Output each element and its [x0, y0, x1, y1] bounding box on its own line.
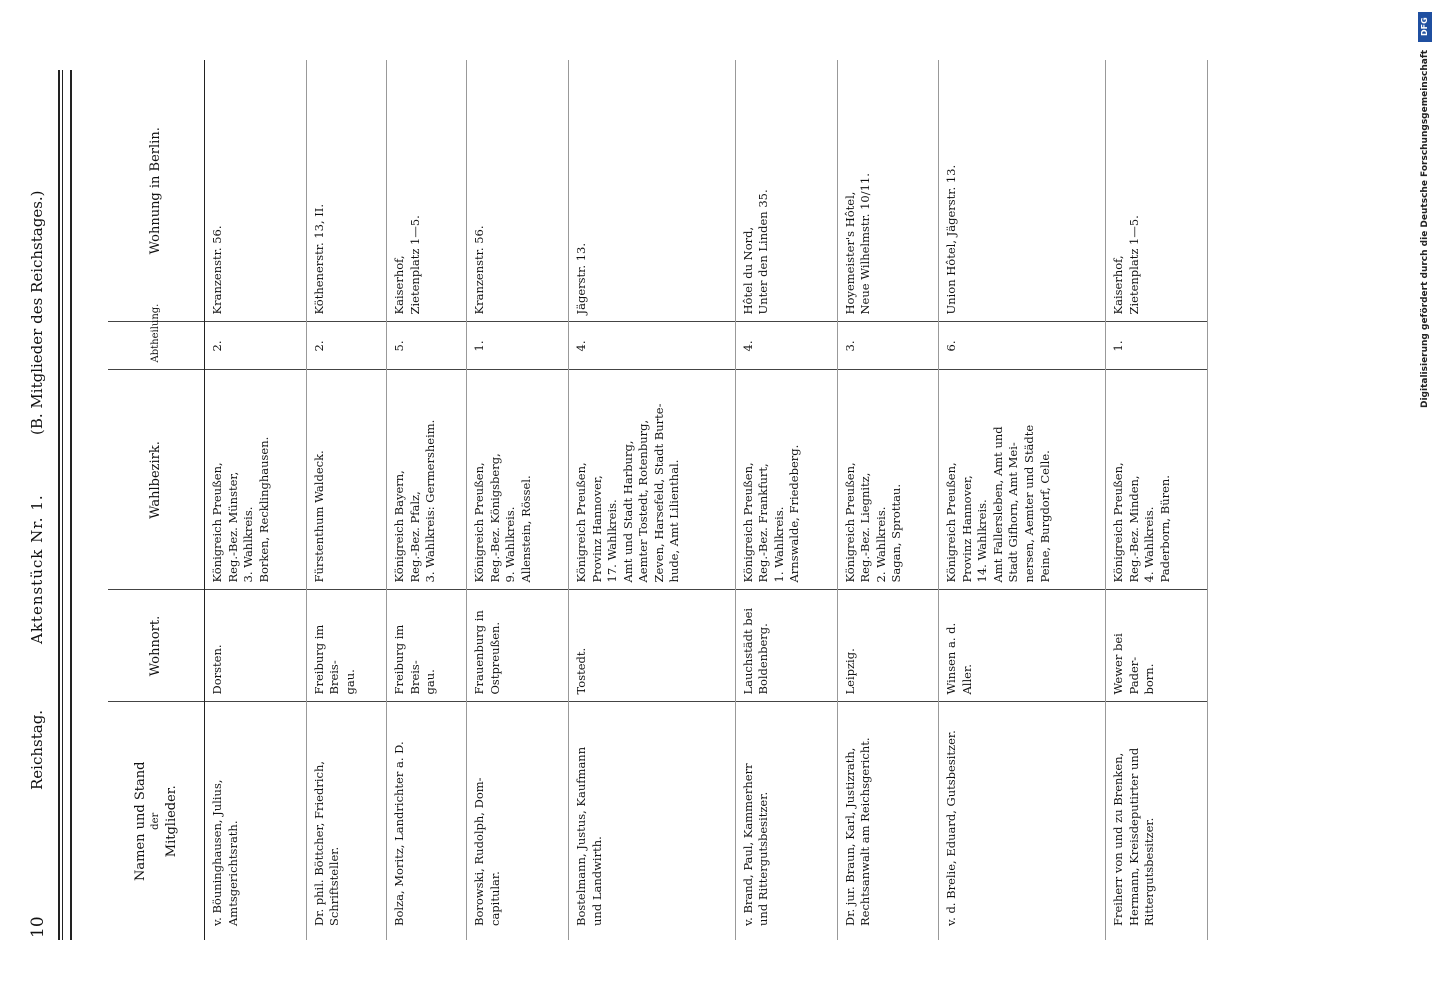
column-header-berlin: Wohnung in Berlin. [108, 60, 205, 322]
table-row [569, 60, 736, 940]
residence-cell: Tostedt. [569, 590, 736, 702]
residence-cell: Winsen a. d. Aller. [939, 590, 1106, 702]
column-header-name [108, 702, 205, 940]
column-header-residence: Wohnort. [108, 590, 205, 702]
column-header-district: Wahlbezirk. [108, 370, 205, 590]
department-cell: 1. [467, 322, 569, 370]
column-header-name-sub: der [150, 812, 162, 830]
berlin-address-cell: Kranzenstr. 56. [467, 60, 569, 322]
member-name-cell: Dr. jur. Braun, Karl, Justizrath, Rechtsanwalt am Reichsgericht. [837, 702, 939, 940]
column-header-department: Abtheilung. [108, 322, 205, 370]
berlin-address-cell: Union Hôtel, Jägerstr. 13. [939, 60, 1106, 322]
column-header-name-sub2: Mitglieder. [163, 785, 179, 858]
table-row [735, 60, 837, 940]
table-row [467, 60, 569, 940]
members-table [108, 60, 1208, 940]
digitization-note: Digitalisierung gefördert durch die Deutsche Forschungsgemeinschaft [1420, 49, 1430, 408]
digitization-sidebar [1418, 8, 1432, 998]
member-name-cell: v. Brand, Paul, Kammerherr und Rittergutsbesitzer. [735, 702, 837, 940]
table-row [837, 60, 939, 940]
member-name-cell: Bostelmann, Justus, Kaufmann und Landwirth. [569, 702, 736, 940]
running-header-document: Aktenstück Nr. 1. [28, 494, 46, 644]
district-cell: Königreich Preußen, Reg.-Bez. Minden, 4. Wahlkreis. Paderborn, Büren. [1106, 370, 1208, 590]
berlin-address-cell: Hôtel du Nord, Unter den Linden 35. [735, 60, 837, 322]
berlin-address-cell: Köthenerstr. 13, II. [306, 60, 386, 322]
member-name-cell: Bolza, Moritz, Landrichter a. D. [387, 702, 467, 940]
header-rule [62, 70, 63, 940]
district-cell: Königreich Preußen, Reg.-Bez. Frankfurt, 1. Wahlkreis. Arnswalde, Friedeberg. [735, 370, 837, 590]
district-cell: Königreich Bayern, Reg.-Bez. Pfalz, 3. Wahlkreis: Germersheim. [387, 370, 467, 590]
berlin-address-cell: Kaiserhof, Zietenplatz 1—5. [387, 60, 467, 322]
member-name-cell: v. d. Brelie, Eduard, Gutsbesitzer. [939, 702, 1106, 940]
member-name-cell: Borowski, Rudolph, Dom- capitular. [467, 702, 569, 940]
running-header-house: Reichstag. [28, 709, 46, 790]
berlin-address-cell: Kranzenstr. 56. [205, 60, 307, 322]
residence-cell: Wewer bei Pader- born. [1106, 590, 1208, 702]
residence-cell: Dorsten. [205, 590, 307, 702]
berlin-address-cell: Kaiserhof, Zietenplatz 1—5. [1106, 60, 1208, 322]
member-name-cell: Freiherr von und zu Brenken, Hermann, Kreisdeputirter und Rittergutsbesitzer. [1106, 702, 1208, 940]
district-cell: Königreich Preußen, Reg.-Bez. Liegnitz, 2. Wahlkreis. Sagan, Sprottau. [837, 370, 939, 590]
department-cell: 2. [306, 322, 386, 370]
berlin-address-cell: Hoyemeister's Hôtel, Neue Wilhelmstr. 10/11. [837, 60, 939, 322]
residence-cell: Freiburg im Breis- gau. [387, 590, 467, 702]
department-cell: 3. [837, 322, 939, 370]
column-header-name-label: Namen und Stand [132, 761, 148, 881]
berlin-address-cell: Jägerstr. 13. [569, 60, 736, 322]
district-cell: Königreich Preußen, Provinz Hannover, 17. Wahlkreis. Amt und Stadt Harburg, Aemter Tostedt, Rotenburg, Zeven, Harsefeld, Stadt Burte- hude, Amt Lilienthal. [569, 370, 736, 590]
department-cell: 2. [205, 322, 307, 370]
header-rule [70, 70, 72, 940]
department-cell: 6. [939, 322, 1106, 370]
department-cell: 4. [569, 322, 736, 370]
table-row [205, 60, 307, 940]
table-row [939, 60, 1106, 940]
table-row [1106, 60, 1208, 940]
residence-cell: Leipzig. [837, 590, 939, 702]
district-cell: Königreich Preußen, Reg.-Bez. Münster, 3. Wahlkreis. Borken, Recklinghausen. [205, 370, 307, 590]
department-cell: 5. [387, 322, 467, 370]
table-row [306, 60, 386, 940]
page-number: 10 [28, 916, 48, 938]
member-name-cell: Dr. phil. Böttcher, Friedrich, Schriftsteller. [306, 702, 386, 940]
residence-cell: Frauenburg in Ostpreußen. [467, 590, 569, 702]
header-rule [58, 70, 60, 940]
table-row [387, 60, 467, 940]
running-header-section: (B. Mitglieder des Reichstages.) [28, 190, 46, 435]
district-cell: Königreich Preußen, Reg.-Bez. Königsberg, 9. Wahlkreis. Allenstein, Rössel. [467, 370, 569, 590]
residence-cell: Lauchstädt bei Boldenberg. [735, 590, 837, 702]
dfg-logo: DFG [1418, 12, 1432, 42]
district-cell: Fürstenthum Waldeck. [306, 370, 386, 590]
member-name-cell: v. Böuninghausen, Julius, Amtsgerichtsrath. [205, 702, 307, 940]
department-cell: 1. [1106, 322, 1208, 370]
residence-cell: Freiburg im Breis- gau. [306, 590, 386, 702]
department-cell: 4. [735, 322, 837, 370]
district-cell: Königreich Preußen, Provinz Hannover, 14. Wahlkreis. Amt Fallersleben, Amt und Stadt Gifhorn, Amt Mei- nersen, Aemter und Städte Peine, Burgdorf, Celle. [939, 370, 1106, 590]
